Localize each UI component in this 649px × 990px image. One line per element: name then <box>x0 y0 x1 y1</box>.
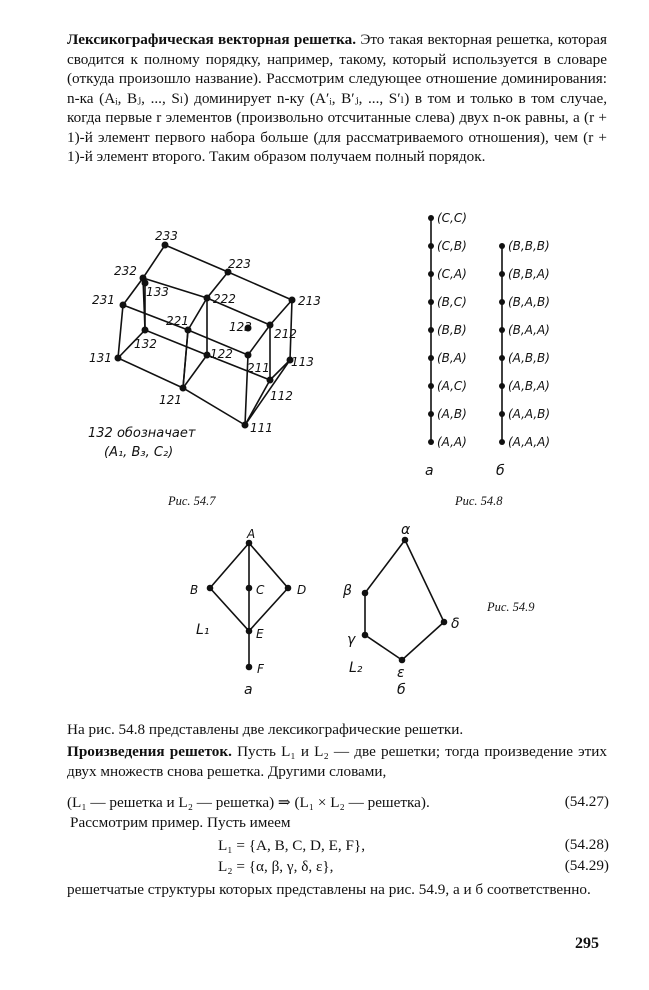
product-paragraph <box>67 742 607 781</box>
node-C: C <box>256 583 265 597</box>
lattice-L1-name: L₁ <box>196 622 210 638</box>
node-233: 233 <box>155 229 178 243</box>
fig-54-9-b-label: б <box>397 682 406 698</box>
node-121: 121 <box>159 393 182 407</box>
node-B: B <box>190 583 199 597</box>
chain-a-item: (C,A) <box>437 267 467 281</box>
fig-54-8-caption: Рис. 54.8 <box>455 494 503 508</box>
node-211: 211 <box>247 361 270 375</box>
chain-a-item: (C,B) <box>437 239 467 253</box>
chain-b-item: (B,B,A) <box>508 267 550 281</box>
node-E: E <box>256 627 264 641</box>
chain-b-item: (A,B,B) <box>508 351 550 365</box>
node-232: 232 <box>114 264 137 278</box>
chain-a-item: (A,C) <box>437 379 467 393</box>
node-221: 221 <box>166 314 189 328</box>
chain-b-item: (B,A,B) <box>508 295 550 309</box>
equation-number: (54.29) <box>564 857 609 874</box>
node-gamma: γ <box>347 632 356 648</box>
fig-54-9-a-lattice <box>190 527 306 698</box>
node-113: 113 <box>291 355 314 369</box>
node-F: F <box>257 662 264 676</box>
chain-a-item: (A,B) <box>437 407 467 421</box>
node-D: D <box>297 583 307 597</box>
equation-54-27: (L₁ — решетка и L₂ — решетка) ⇒ (L₁ × L₂ — решетка). <box>67 794 430 811</box>
node-alpha: α <box>401 522 411 538</box>
chain-a-item: (B,C) <box>437 295 467 309</box>
fig-54-8-chains <box>425 211 550 508</box>
chain-a-item: (B,B) <box>437 323 467 337</box>
fig-54-7-lattice <box>88 229 321 508</box>
equation-54-28: L₁ = {A, B, C, D, E, F}, <box>218 837 365 854</box>
chain-b-item: (A,B,A) <box>508 379 550 393</box>
node-122: 122 <box>210 347 233 361</box>
lexico-summary: На рис. 54.8 представлены две лексикографические решетки. <box>67 721 464 738</box>
chain-b-label: б <box>496 463 505 479</box>
node-223: 223 <box>228 257 251 271</box>
fig-54-7-edges <box>118 245 292 425</box>
chain-a-item: (C,C) <box>437 211 467 225</box>
node-231: 231 <box>92 293 115 307</box>
node-A: A <box>247 527 256 541</box>
fig-54-9-b-lattice <box>342 522 535 698</box>
node-beta: β <box>343 583 352 599</box>
node-133: 133 <box>146 285 169 299</box>
fig-54-7-note: 132 обозначает <box>88 426 196 441</box>
node-131: 131 <box>89 351 112 365</box>
page-number: 295 <box>575 935 599 952</box>
chain-b-item: (A,A,A) <box>508 435 551 449</box>
node-132: 132 <box>134 337 157 351</box>
equation-number: (54.28) <box>564 836 609 853</box>
closing-paragraph: решетчатые структуры которых представлены на рис. 54.9, а и б соответственно. <box>67 881 591 898</box>
product-text: Пусть L₁ и L₂ — две решетки; тогда произведение этих двух множеств снова решетка. Другими словами, <box>67 743 608 780</box>
chain-b-item: (B,B,B) <box>508 239 550 253</box>
node-213: 213 <box>298 294 321 308</box>
chain-a-label: а <box>425 463 434 479</box>
node-epsilon: ε <box>397 665 405 681</box>
equation-number: (54.27) <box>564 793 609 810</box>
fig-54-7-note-tuple: (A₁, B₃, C₂) <box>104 445 174 460</box>
fig-54-9-a-label: а <box>244 682 253 698</box>
example-intro: Рассмотрим пример. Пусть имеем <box>70 814 291 831</box>
intro-text: Это такая векторная решетка, которая сводится к полному порядку, например, такому, который используется в словаре (откуда произошло название). Рассмотрим следующее отношение доминирования: n-ка (Aᵢ, Bⱼ, ..., Sₗ) доминирует n-ку (A′ᵢ, B′ⱼ, ..., S′ₗ) в том и только в том случае, когда первые r элементов (произвольно отсчитанные слева) двух n-ок равны, а (r + 1)-й элемент первого набора больше (для рассматриваемого отношения), чем (r + 1)-й элемент второго. Таким образом получаем полный порядок. <box>67 31 608 165</box>
chain-b-item: (B,A,A) <box>508 323 550 337</box>
node-123: 123 <box>229 320 252 334</box>
node-111: 111 <box>250 421 273 435</box>
equation-54-29: L₂ = {α, β, γ, δ, ε}, <box>218 858 334 875</box>
lattice-L2-name: L₂ <box>349 660 363 676</box>
chain-a-item: (B,A) <box>437 351 467 365</box>
term-heading: Лексикографическая векторная решетка. <box>67 31 357 48</box>
fig-54-7-caption: Рис. 54.7 <box>168 494 216 508</box>
fig-54-9-caption: Рис. 54.9 <box>487 600 535 614</box>
node-delta: δ <box>451 616 460 632</box>
node-112: 112 <box>270 389 293 403</box>
chain-a-item: (A,A) <box>437 435 467 449</box>
node-222: 222 <box>213 292 236 306</box>
node-212: 212 <box>274 327 297 341</box>
chain-b-item: (A,A,B) <box>508 407 551 421</box>
term-heading: Произведения решеток. <box>67 743 232 760</box>
